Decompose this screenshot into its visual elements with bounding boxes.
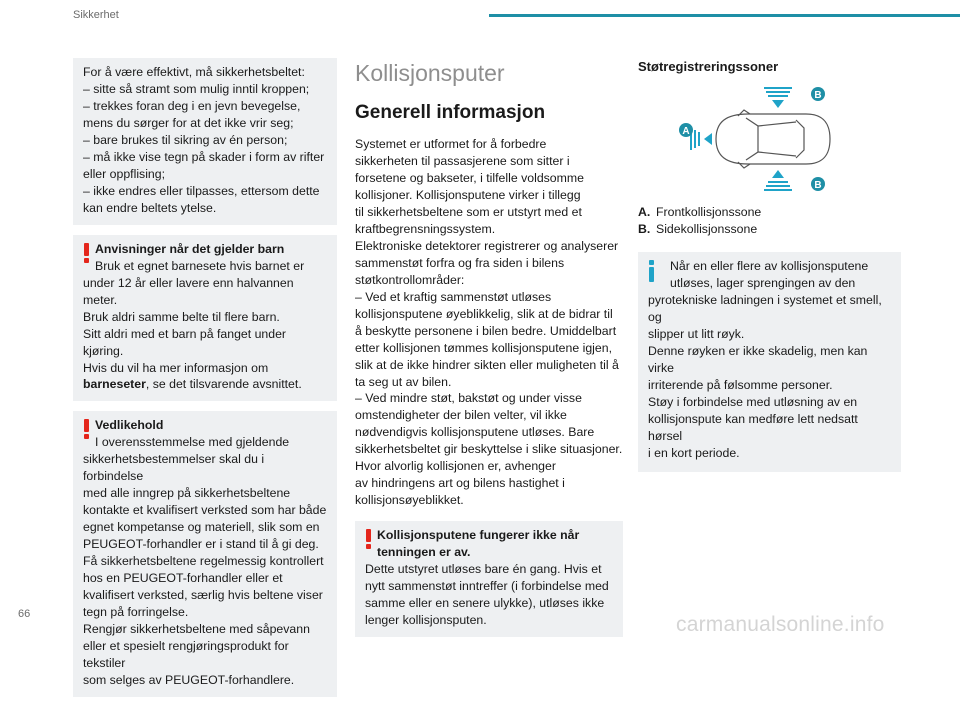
warning-title: Anvisninger når det gjelder barn (95, 241, 285, 256)
text-line: pyrotekniske ladningen i systemet et smell, og (648, 292, 882, 324)
front-impact-arrows (690, 128, 712, 150)
text-line: slik at de ikke hindrer sikten eller muligheten til å (355, 357, 619, 372)
text-line: støtkontrollområder: (355, 272, 465, 287)
text-line: med alle inngrep på sikkerhetsbeltene (83, 486, 291, 501)
deployment-info-box (638, 252, 901, 472)
airbag-warning-box (355, 521, 623, 637)
side-impact-arrows-bottom (764, 170, 792, 191)
warning-exclamation-icon (365, 529, 373, 549)
text-line: PEUGEOT-forhandler er i stand til å gi deg. (83, 537, 319, 552)
text-line: hos en PEUGEOT-forhandler eller et (83, 571, 283, 586)
text-line: etter kollisjonen tømmes kollisjonsputene igjen, (355, 340, 612, 355)
text-line: – sitte så stramt som mulig inntil kroppen; (83, 81, 310, 96)
text-line: lenger kollisjonsputen. (365, 613, 487, 628)
text-line: – bare brukes til sikring av én person; (83, 132, 288, 147)
text-line: sikkerheten til passasjerene som sitter i (355, 153, 570, 168)
text-line: til sikkerhetsbeltene som er utstyrt med et (355, 204, 582, 219)
text-line: Få sikkerhetsbeltene regelmessig kontrollert (83, 554, 324, 569)
warning-exclamation-icon (83, 243, 91, 263)
text-line: kollisjonsøyeblikket. (355, 493, 464, 508)
legend-key: B. (638, 221, 651, 236)
child-seat-reference: barneseter (83, 377, 146, 392)
text-line: – Ved mindre støt, bakstøt og under visse (355, 391, 582, 406)
section-title: Generell informasjon (355, 101, 546, 123)
chapter-title: Kollisjonsputer (355, 60, 505, 86)
children-warning-box (73, 235, 337, 402)
legend-text: Sidekollisjonssone (656, 221, 758, 236)
left-column (73, 58, 337, 707)
text-line: Støy i forbindelse med utløsning av en (648, 394, 858, 409)
header-accent-bar (489, 14, 960, 17)
label-b-bottom-badge (811, 177, 825, 191)
maintenance-warning-box (73, 411, 337, 697)
text-line: Systemet er utformet for å forbedre (355, 136, 547, 151)
text-line: sikkerhetsbeltet gir beskyttelse i slike situasjoner. (355, 442, 623, 457)
text-line: eller oppflising; (83, 166, 166, 181)
label-b-top-badge (811, 87, 825, 101)
side-impact-arrows-top (764, 87, 792, 108)
legend-key: A. (638, 204, 651, 219)
warning-title: tenningen er av. (377, 545, 471, 560)
text-line: under 12 år eller lavere enn halvannen meter. (83, 275, 294, 307)
text-line: kollisjoner. Kollisjonsputene virker i tillegg (355, 187, 581, 202)
text-line: – må ikke vise tegn på skader i form av rifter (83, 149, 325, 164)
text-line: nytt sammenstøt inntreffer (i forbindelse med (365, 579, 609, 594)
page-number: 66 (18, 608, 31, 620)
text-line: Dette utstyret utløses bare én gang. Hvis et (365, 562, 602, 577)
text-line: slipper ut litt røyk. (648, 326, 745, 341)
text-line: kollisjonsputene øyeblikkelig, slik at de bidrar til (355, 306, 613, 321)
text-line: egnet kompetanse og materiell, slik som en (83, 520, 320, 535)
text-line: Sitt aldri med et barn på fanget under kjøring. (83, 326, 287, 358)
text-line: kollisjonspute kan medføre lett nedsatt hørsel (648, 411, 858, 443)
legend-item (638, 221, 901, 238)
impact-zones-title: Støtregistreringssoner (638, 59, 779, 74)
text-line: Bruk aldri samme belte til flere barn. (83, 309, 280, 324)
text-line: samme eller en senere ulykke), utløses ikke (365, 596, 605, 611)
text-line: sikkerhetsbestemmelser skal du i forbindelse (83, 452, 265, 484)
text-line: kan endre beltets ytelse. (83, 200, 217, 215)
text-line: – trekkes foran deg i en jevn bevegelse, (83, 98, 301, 113)
text-line: eller et spesielt rengjøringsprodukt for tekstiler (83, 639, 289, 670)
svg-text:A: A (682, 125, 690, 137)
section-header-title: Sikkerhet (73, 9, 119, 21)
text-line: Hvor alvorlig kollisjonen er, avhenger (355, 459, 556, 474)
label-a-badge (679, 123, 693, 137)
text-line: Bruk et egnet barnesete hvis barnet er (95, 258, 305, 273)
text-line: kraftbegrensningssystem. (355, 221, 496, 236)
general-info-text (355, 136, 623, 509)
text-line: omstendigheter der bilen velter, vil ikke (355, 408, 567, 423)
warning-title: Vedlikehold (95, 418, 164, 433)
text-line (83, 376, 327, 393)
text-line: i en kort periode. (648, 445, 740, 460)
text-line: utløses, lager sprengingen av den (670, 275, 856, 290)
text-line: For å være effektivt, må sikkerhetsbeltet: (83, 65, 305, 79)
svg-text:B: B (814, 89, 822, 101)
car-top-view-illustration (678, 84, 848, 194)
text-line: irriterende på følsomme personer. (648, 377, 833, 392)
svg-text:B: B (814, 179, 822, 191)
middle-column (355, 58, 623, 647)
text-line: tegn på forringelse. (83, 605, 189, 620)
car-outline (716, 110, 830, 168)
watermark: carmanualsonline.info (676, 613, 885, 636)
text-line: nødvendigvis kollisjonsputene utløses. Bare (355, 425, 595, 440)
impact-zones-diagram (678, 84, 848, 194)
text-line: – ikke endres eller tilpasses, ettersom dette (83, 183, 320, 198)
legend-text: Frontkollisjonssone (656, 204, 762, 219)
right-column (638, 58, 901, 482)
text-line: forsetene og bakseter, i tilfelle voldsomme (355, 170, 584, 185)
text-line: ta seg ut av bilen. (355, 374, 452, 389)
text-line: kvalifisert verksted, særlig hvis beltene viser (83, 588, 323, 603)
warning-exclamation-icon (83, 419, 91, 439)
text-line: Denne røyken er ikke skadelig, men kan virke (648, 343, 868, 375)
text-line: sammenstøt forfra og fra siden i bilens (355, 255, 565, 270)
info-icon (648, 260, 656, 282)
reference-suffix: , se det tilsvarende avsnittet. (145, 377, 302, 392)
text-line: Rengjør sikkerhetsbeltene med såpevann (83, 622, 310, 637)
text-line: kontakte et kvalifisert verksted som har både (83, 503, 327, 518)
text-line: – Ved et kraftig sammenstøt utløses (355, 289, 552, 304)
diagram-legend (638, 204, 901, 238)
text-line: Når en eller flere av kollisjonsputene (670, 258, 869, 273)
text-line: mens du sørger for at det ikke vrir seg; (83, 115, 294, 130)
text-line: av hindringens art og bilens hastighet i (355, 476, 565, 491)
warning-title: Kollisjonsputene fungerer ikke når (377, 528, 580, 543)
text-line: å beskytte personene i bilen bedre. Umiddelbart (355, 323, 617, 338)
text-line: Elektroniske detektorer registrerer og analyserer (355, 238, 619, 253)
belt-effectiveness-box (73, 58, 337, 225)
text-line: I overensstemmelse med gjeldende (95, 435, 290, 450)
legend-item (638, 204, 901, 221)
text-line: som selges av PEUGEOT-forhandlere. (83, 672, 295, 687)
text-line: Hvis du vil ha mer informasjon om (83, 360, 269, 375)
